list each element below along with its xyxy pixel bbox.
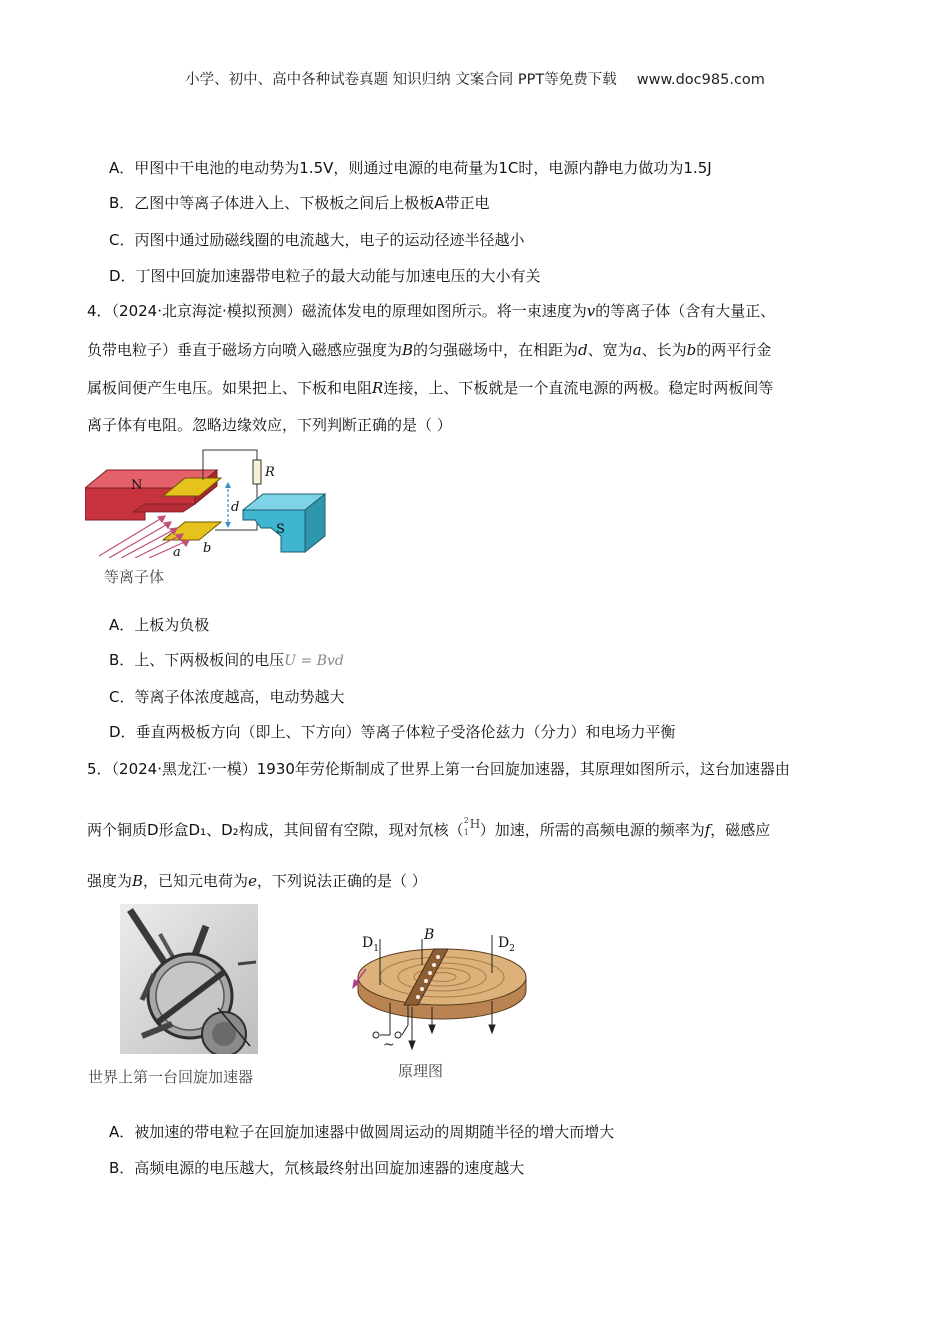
mhd-generator-figure bbox=[85, 448, 335, 558]
resistor bbox=[253, 460, 261, 484]
gap-arrow-up bbox=[225, 482, 231, 488]
header-text: 小学、初中、高中各种试卷真题 知识归纳 文案合同 PPT等免费下载 bbox=[185, 72, 617, 88]
page-header bbox=[0, 68, 950, 89]
q3-option-b: B．乙图中等离子体进入上、下极板之间后上极板A带正电 bbox=[109, 194, 490, 212]
q4-option-b: B．上、下两极板间的电压U = Bvd bbox=[109, 651, 344, 669]
mhd-figure-caption: 等离子体 bbox=[104, 568, 165, 586]
ac-symbol: ~ bbox=[383, 1037, 395, 1053]
diagram-caption: 原理图 bbox=[398, 1062, 444, 1080]
q4-stem-line4: 离子体有电阻。忽略边缘效应，下列判断正确的是（ ） bbox=[87, 416, 452, 434]
q5-option-b: B．高频电源的电压越大，氘核最终射出回旋加速器的速度越大 bbox=[109, 1159, 525, 1177]
south-label: S bbox=[276, 522, 285, 537]
q3-option-d: D．丁图中回旋加速器带电粒子的最大动能与加速电压的大小有关 bbox=[109, 267, 541, 285]
d2-label: $D_2$ bbox=[498, 935, 515, 954]
voltage-formula: U = Bvd bbox=[284, 653, 344, 669]
gap-label: d bbox=[231, 500, 240, 515]
q3-option-a: A．甲图中干电池的电动势为1.5V，则通过电源的电荷量为1C时，电源内静电力做功为1.5J bbox=[109, 159, 712, 177]
header-url[interactable]: www.doc985.com bbox=[636, 72, 765, 88]
d1-label: $D_1$ bbox=[362, 935, 379, 954]
north-label: N bbox=[131, 478, 143, 493]
q4-stem-line3: 属板间便产生电压。如果把上、下板和电阻R连接，上、下板就是一个直流电源的两极。稳定时两板间等 bbox=[87, 379, 774, 397]
field-label: B bbox=[424, 927, 435, 943]
south-magnet bbox=[243, 494, 325, 552]
photo-caption: 世界上第一台回旋加速器 bbox=[88, 1068, 254, 1086]
q4-option-a: A．上板为负极 bbox=[109, 616, 210, 634]
cyclotron-principle-diagram bbox=[352, 925, 532, 1065]
q4-stem-line1: 4．（2024·北京海淀·模拟预测）磁流体发电的原理如图所示。将一束速度为v的等离子体（含有大量正、 bbox=[87, 302, 776, 320]
q3-option-c: C．丙图中通过励磁线圈的电流越大，电子的运动径迹半径越小 bbox=[109, 231, 525, 249]
q5-stem-line2: 两个铜质D形盒D₁、D₂构成，其间留有空隙，现对氘核（ 2 1 H ）加速，所需的高频电源的频率为f，磁感应 bbox=[87, 819, 867, 842]
q5-stem-line1: 5．（2024·黑龙江·一模）1930年劳伦斯制成了世界上第一台回旋加速器，其原理如图所示，这台加速器由 bbox=[87, 760, 790, 778]
gap-arrow-down bbox=[225, 522, 231, 528]
resistor-label: R bbox=[265, 465, 275, 480]
width-label: a bbox=[173, 545, 181, 558]
length-label: b bbox=[203, 541, 212, 556]
q4-option-c: C．等离子体浓度越高，电动势越大 bbox=[109, 688, 345, 706]
q4-option-d: D．垂直两极板方向（即上、下方向）等离子体粒子受洛伦兹力（分力）和电场力平衡 bbox=[109, 723, 676, 741]
q5-option-a: A．被加速的带电粒子在回旋加速器中做圆周运动的周期随半径的增大而增大 bbox=[109, 1123, 615, 1141]
q5-stem-line3: 强度为B，已知元电荷为e，下列说法正确的是（ ） bbox=[87, 872, 427, 890]
deuteron-nuclide: 2 1 H bbox=[463, 815, 481, 837]
q4-stem-line2: 负带电粒子）垂直于磁场方向喷入磁感应强度为B的匀强磁场中，在相距为d、宽为a、长为b的两平行金 bbox=[87, 341, 772, 359]
first-cyclotron-photo bbox=[120, 904, 258, 1054]
